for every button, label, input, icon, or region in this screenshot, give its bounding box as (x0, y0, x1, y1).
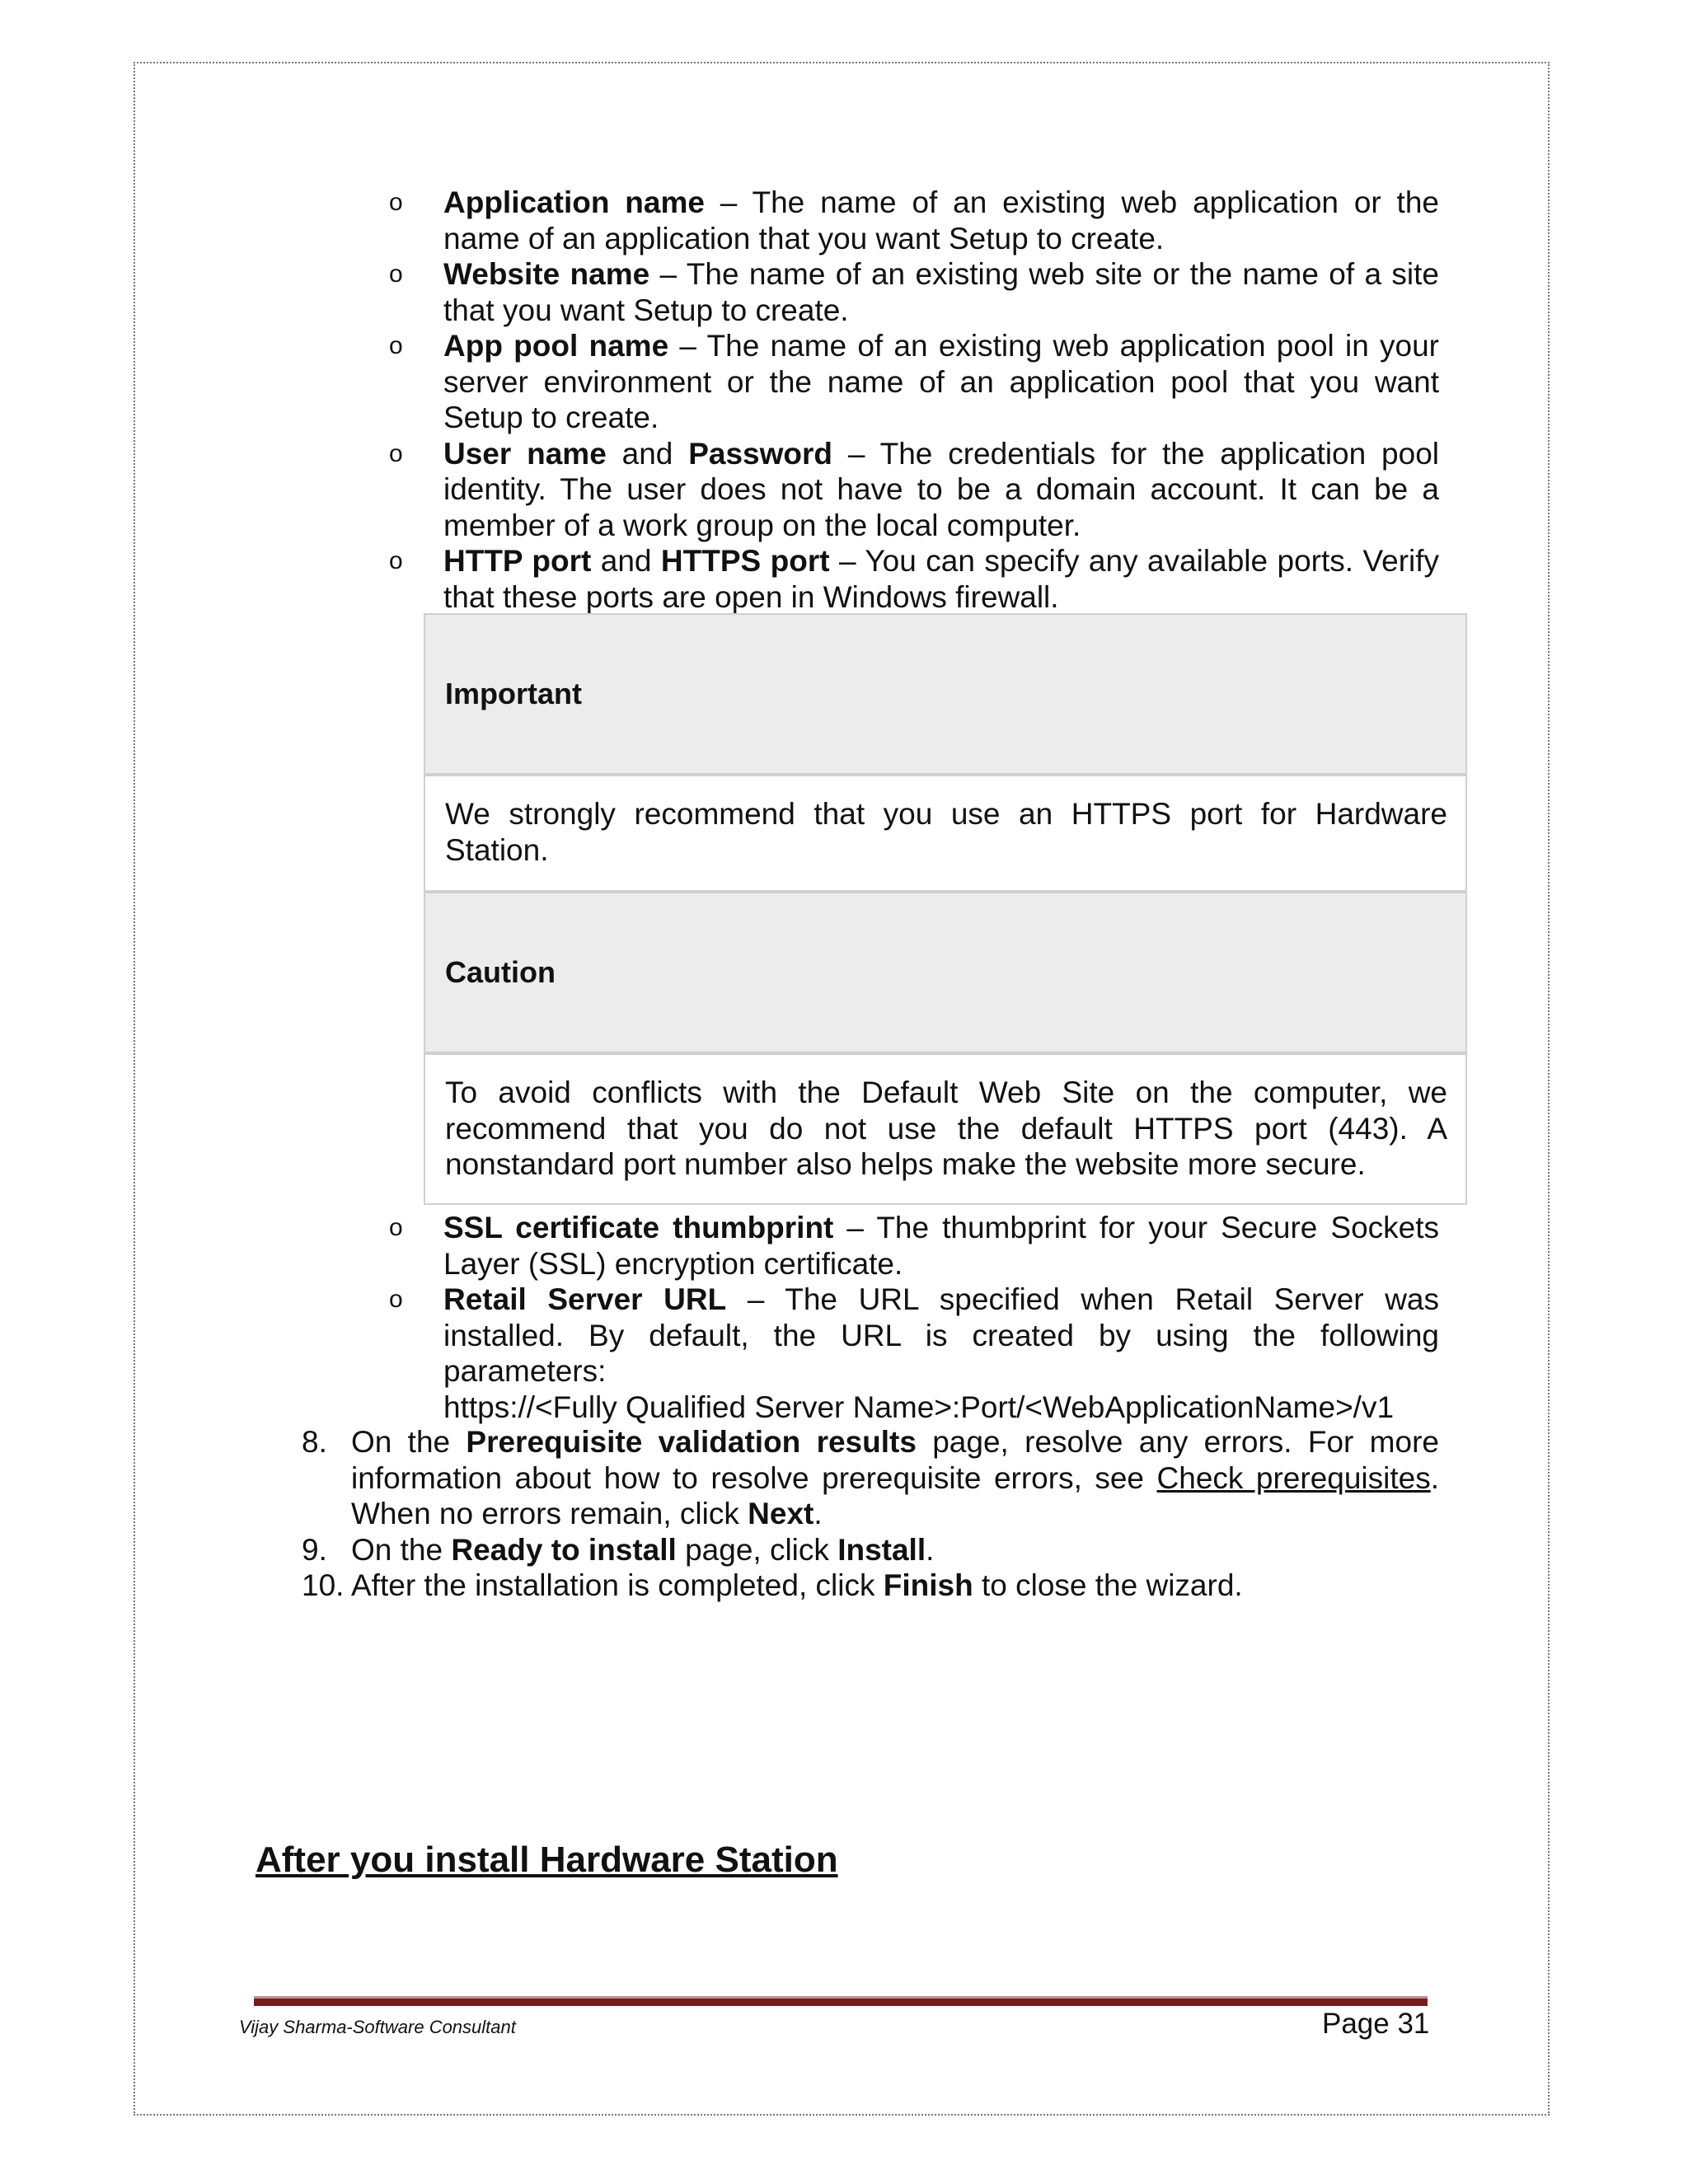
term: User name (443, 436, 607, 471)
term: Application name (443, 185, 705, 219)
bullet-marker: o (389, 1286, 403, 1313)
check-prerequisites-link[interactable]: Check prerequisites (1156, 1460, 1431, 1495)
step-bold: Prerequisite validation results (466, 1425, 917, 1459)
bullet-marker: o (389, 189, 403, 216)
bullet-list-bottom (389, 1210, 1440, 1425)
description: – The URL specified when Retail Server was installed. By default, the URL is created by using the following parameters: (443, 1282, 1439, 1388)
url-pattern: https://<Fully Qualified Server Name>:Port/<WebApplicationName>/v1 (443, 1390, 1395, 1424)
description: – The name of an existing web application pool in your server environment or the name of an application pool that you want Setup to create. (443, 329, 1439, 434)
bullet-list-top (389, 185, 1440, 615)
note-body-caution: To avoid conflicts with the Default Web Site on the computer, we recommend that you do not use the default HTTPS port (443). A nonstandard port number also helps make the website more secure. (424, 1053, 1467, 1205)
step-number: 10. (302, 1568, 345, 1602)
bullet-marker: o (389, 439, 403, 467)
footer-page-number: Page 31 (1322, 2008, 1430, 2040)
connector: and (606, 436, 689, 471)
step-bold: Install (837, 1532, 926, 1567)
term: HTTPS port (660, 544, 830, 578)
step-text: page, click (676, 1532, 838, 1567)
description: – The name of an existing web site or the name of a site that you want Setup to create. (443, 257, 1439, 327)
step-item (302, 1424, 1439, 1532)
list-item (389, 256, 1439, 328)
term: Password (688, 436, 833, 471)
list-item (389, 543, 1440, 615)
step-text: On the (351, 1425, 467, 1459)
step-bold: Finish (883, 1568, 973, 1602)
step-text: page, resolve any errors. For more information about how to resolve prerequisite errors, see (351, 1425, 1439, 1495)
step-item (302, 1532, 1439, 1568)
step-bold: Ready to install (451, 1532, 677, 1567)
term: HTTP port (443, 544, 592, 578)
step-text: After the installation is completed, click (351, 1568, 884, 1602)
step-item (302, 1568, 1439, 1604)
note-body-important: We strongly recommend that you use an HTTPS port for Hardware Station. (424, 775, 1467, 892)
list-item (389, 1210, 1440, 1282)
step-number: 9. (302, 1532, 327, 1567)
footer-rule (254, 1996, 1428, 2006)
list-item (389, 328, 1439, 436)
step-text: On the (351, 1532, 452, 1567)
numbered-steps (302, 1424, 1439, 1604)
footer-author: Vijay Sharma-Software Consultant (239, 2017, 516, 2037)
term: Retail Server URL (443, 1282, 727, 1316)
note-heading-caution: Caution (424, 892, 1467, 1053)
term: SSL certificate thumbprint (443, 1211, 834, 1244)
notes-table (424, 613, 1467, 1205)
step-bold: Next (748, 1497, 814, 1530)
step-text: . When no errors remain, click (351, 1460, 1440, 1530)
list-item (389, 1282, 1439, 1425)
connector: and (591, 544, 661, 578)
list-item (389, 185, 1439, 256)
step-text: to close the wizard. (973, 1568, 1243, 1602)
section-heading: After you install Hardware Station (256, 1840, 838, 1880)
step-number: 8. (302, 1425, 327, 1459)
term: Website name (443, 257, 650, 291)
description: – The credentials for the application pool identity. The user does not have to be a domain account. It can be a member of a work group on the local computer. (443, 436, 1440, 542)
description: – The name of an existing web application or the name of an application that you want Setup to create. (443, 185, 1439, 255)
note-heading-important: Important (424, 613, 1467, 775)
step-text: . (926, 1532, 935, 1567)
term: App pool name (443, 329, 669, 363)
description: – You can specify any available ports. Verify that these ports are open in Windows firewall. (443, 544, 1440, 614)
step-text: . (814, 1497, 823, 1530)
bullet-marker: o (389, 260, 403, 288)
description: – The thumbprint for your Secure Sockets Layer (SSL) encryption certificate. (443, 1211, 1440, 1281)
bullet-marker: o (389, 547, 403, 574)
list-item (389, 436, 1440, 544)
bullet-marker: o (389, 1214, 403, 1241)
bullet-marker: o (389, 332, 403, 359)
